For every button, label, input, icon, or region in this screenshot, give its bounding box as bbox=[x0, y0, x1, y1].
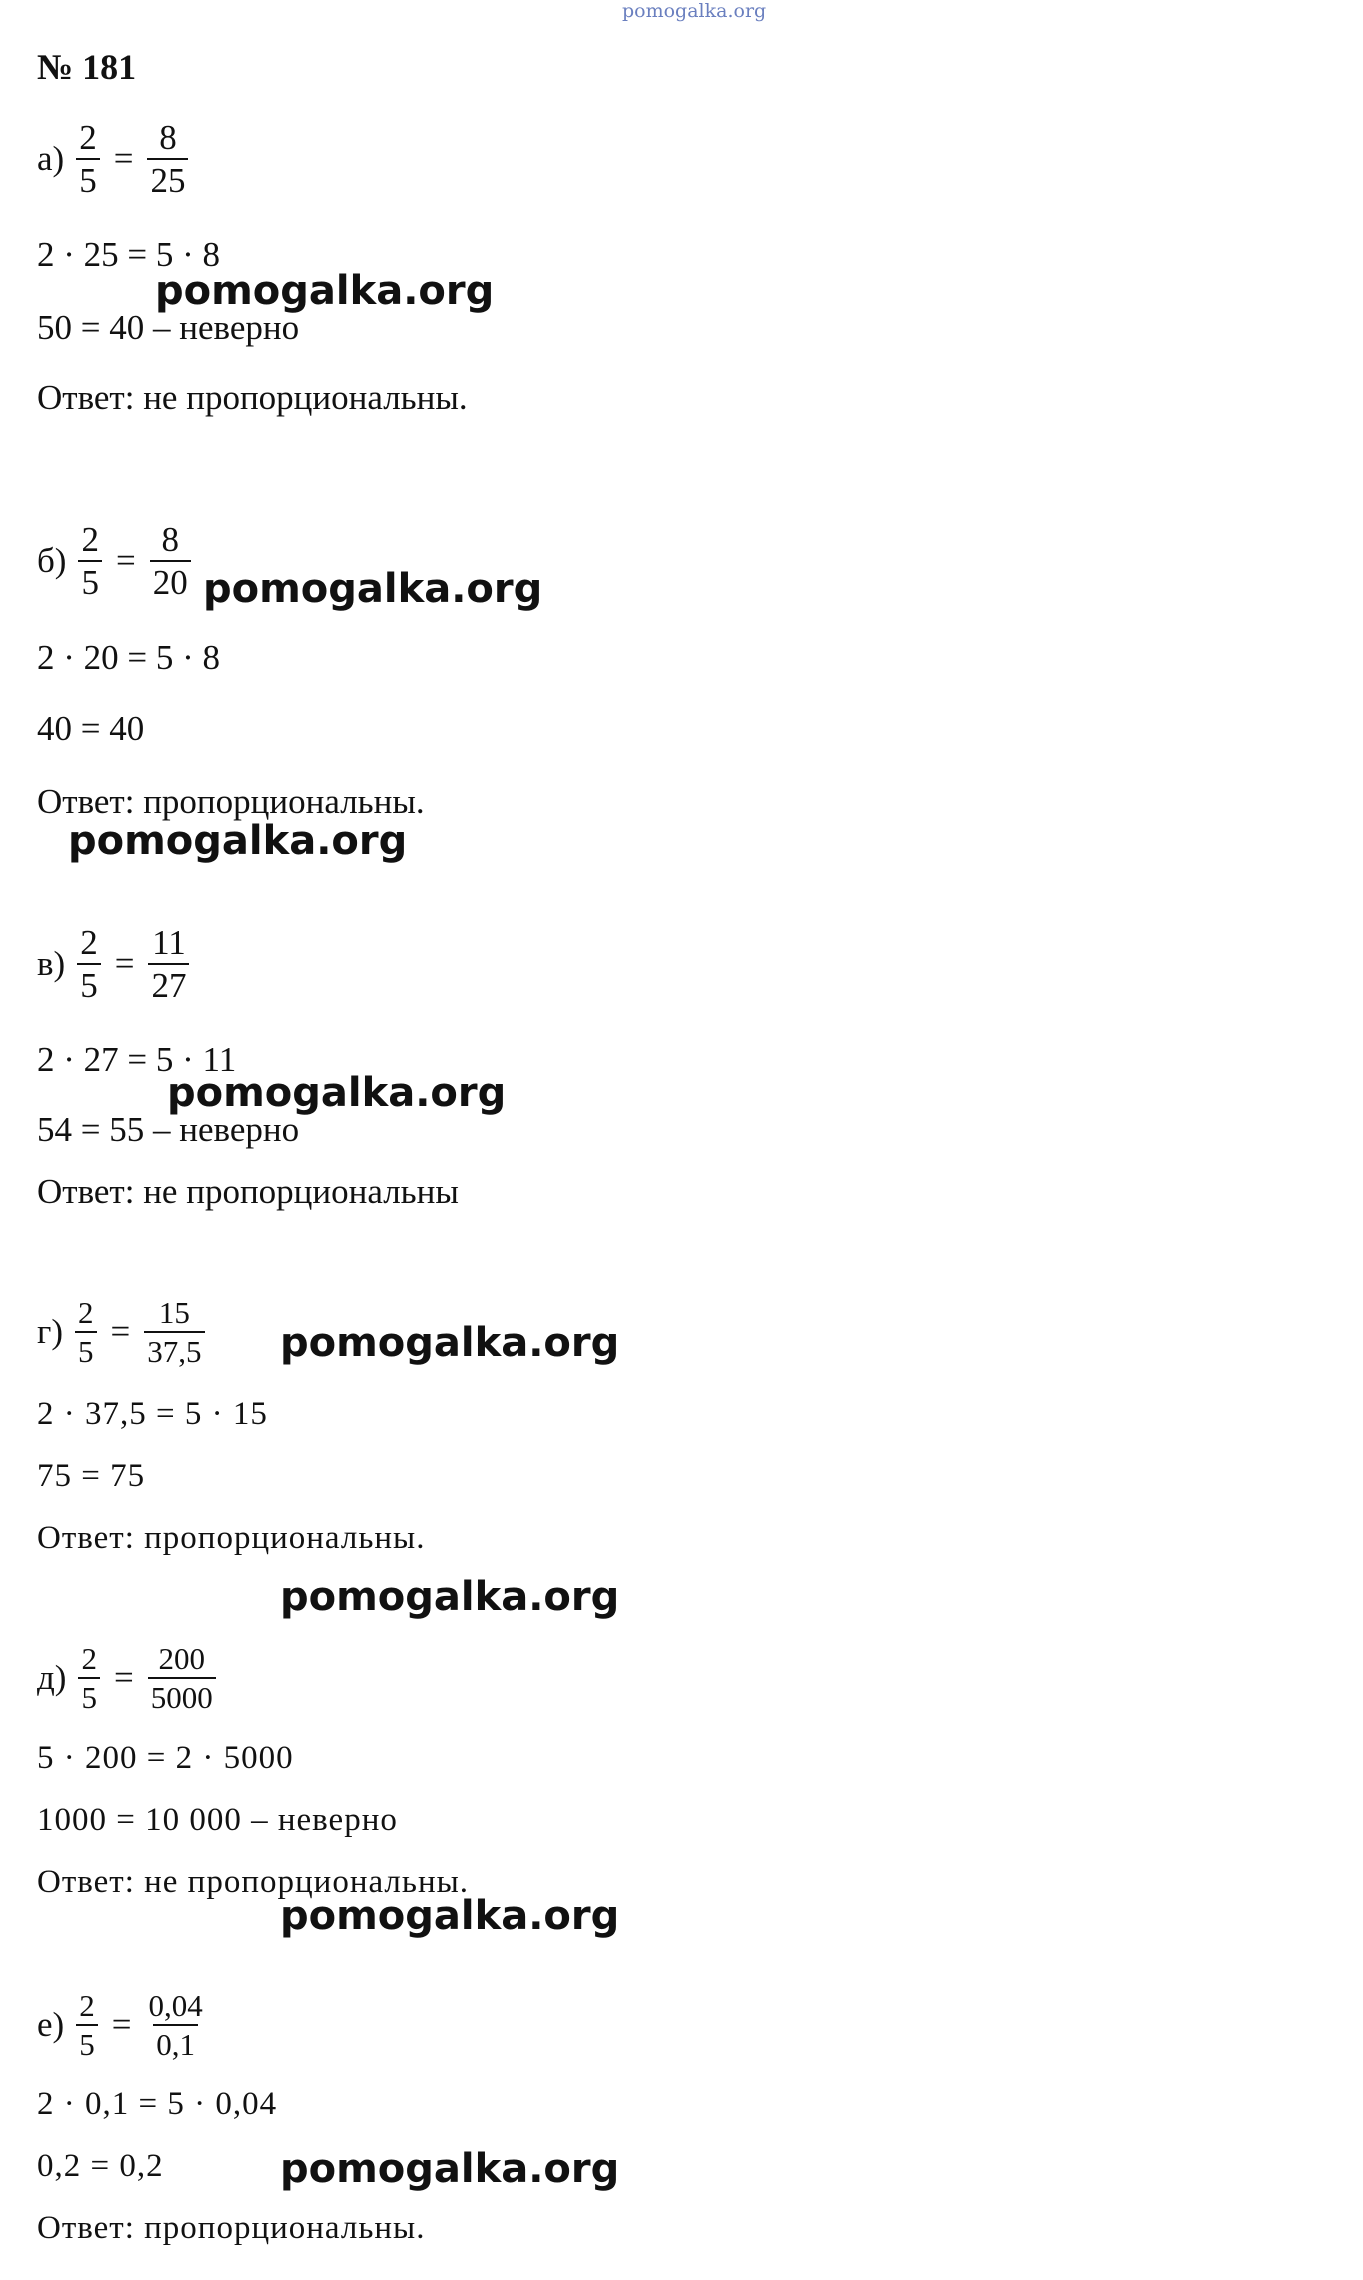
step-cross-multiply-d: 2 · 37,5 = 5 · 15 bbox=[37, 1396, 268, 1432]
step-result-c: 54 = 55 – неверно bbox=[37, 1110, 300, 1149]
watermark: pomogalka.org bbox=[280, 1893, 620, 1939]
step-result-a: 50 = 40 – неверно bbox=[37, 308, 300, 347]
proportion-c bbox=[37, 925, 189, 1003]
watermark: pomogalka.org bbox=[203, 566, 543, 612]
equals-sign: = bbox=[111, 2005, 132, 2044]
part-label: д) bbox=[37, 1658, 67, 1697]
fraction-left: $\frac{2}{5}$ bbox=[76, 120, 100, 198]
proportion-b bbox=[37, 522, 191, 600]
step-result-b: 40 = 40 bbox=[37, 709, 145, 748]
part-label: г) bbox=[37, 1312, 64, 1351]
watermark: pomogalka.org bbox=[68, 818, 408, 864]
part-label: а) bbox=[37, 139, 65, 178]
answer-f: Ответ: пропорциональны. bbox=[37, 2210, 426, 2246]
proportion-d bbox=[37, 1297, 205, 1367]
answer-d: Ответ: пропорциональны. bbox=[37, 1520, 426, 1556]
equals-sign: = bbox=[110, 1312, 131, 1351]
proportion-f bbox=[37, 1990, 206, 2060]
answer-b: Ответ: пропорциональны. bbox=[37, 782, 425, 821]
proportion-e bbox=[37, 1643, 216, 1713]
fraction-left: $\frac{2}{5}$ bbox=[77, 925, 101, 1003]
equals-sign: = bbox=[113, 1658, 134, 1697]
watermark: pomogalka.org bbox=[167, 1070, 507, 1116]
step-result-f: 0,2 = 0,2 bbox=[37, 2148, 164, 2184]
fraction-right: $\frac{8}{25}$ bbox=[147, 120, 188, 198]
watermark: pomogalka.org bbox=[155, 268, 495, 314]
fraction-right: $\frac{15}{37,5}$ bbox=[144, 1297, 204, 1367]
equals-sign: = bbox=[115, 541, 136, 580]
step-cross-multiply-a: 2 · 25 = 5 · 8 bbox=[37, 235, 221, 274]
step-cross-multiply-c: 2 · 27 = 5 · 11 bbox=[37, 1040, 237, 1079]
answer-e: Ответ: не пропорциональны. bbox=[37, 1864, 470, 1900]
fraction-right: $\frac{11}{27}$ bbox=[148, 925, 189, 1003]
part-label: в) bbox=[37, 944, 66, 983]
step-cross-multiply-e: 5 · 200 = 2 · 5000 bbox=[37, 1740, 294, 1776]
problem-number: № 181 bbox=[37, 47, 137, 87]
watermark: pomogalka.org bbox=[280, 1574, 620, 1620]
equals-sign: = bbox=[114, 944, 135, 983]
answer-a: Ответ: не пропорциональны. bbox=[37, 378, 468, 417]
fraction-left: $\frac{2}{5}$ bbox=[76, 1990, 98, 2060]
fraction-right: $\frac{8}{20}$ bbox=[150, 522, 191, 600]
part-label: б) bbox=[37, 541, 67, 580]
step-result-d: 75 = 75 bbox=[37, 1458, 146, 1494]
site-watermark-top: pomogalka.org bbox=[622, 0, 767, 22]
proportion-a bbox=[37, 120, 188, 198]
fraction-left: $\frac{2}{5}$ bbox=[75, 1297, 97, 1367]
step-result-e: 1000 = 10 000 – неверно bbox=[37, 1802, 398, 1838]
watermark: pomogalka.org bbox=[280, 2146, 620, 2192]
fraction-right: $\frac{0,04}{0,1}$ bbox=[148, 1988, 203, 2062]
step-cross-multiply-b: 2 · 20 = 5 · 8 bbox=[37, 638, 221, 677]
equals-sign: = bbox=[113, 139, 134, 178]
fraction-left: $\frac{2}{5}$ bbox=[78, 522, 102, 600]
fraction-right: $\frac{200}{5000}$ bbox=[148, 1643, 216, 1713]
answer-c: Ответ: не пропорциональны bbox=[37, 1172, 459, 1211]
step-cross-multiply-f: 2 · 0,1 = 5 · 0,04 bbox=[37, 2086, 278, 2122]
part-label: е) bbox=[37, 2005, 65, 2044]
fraction-left: $\frac{2}{5}$ bbox=[78, 1643, 100, 1713]
watermark: pomogalka.org bbox=[280, 1320, 620, 1366]
